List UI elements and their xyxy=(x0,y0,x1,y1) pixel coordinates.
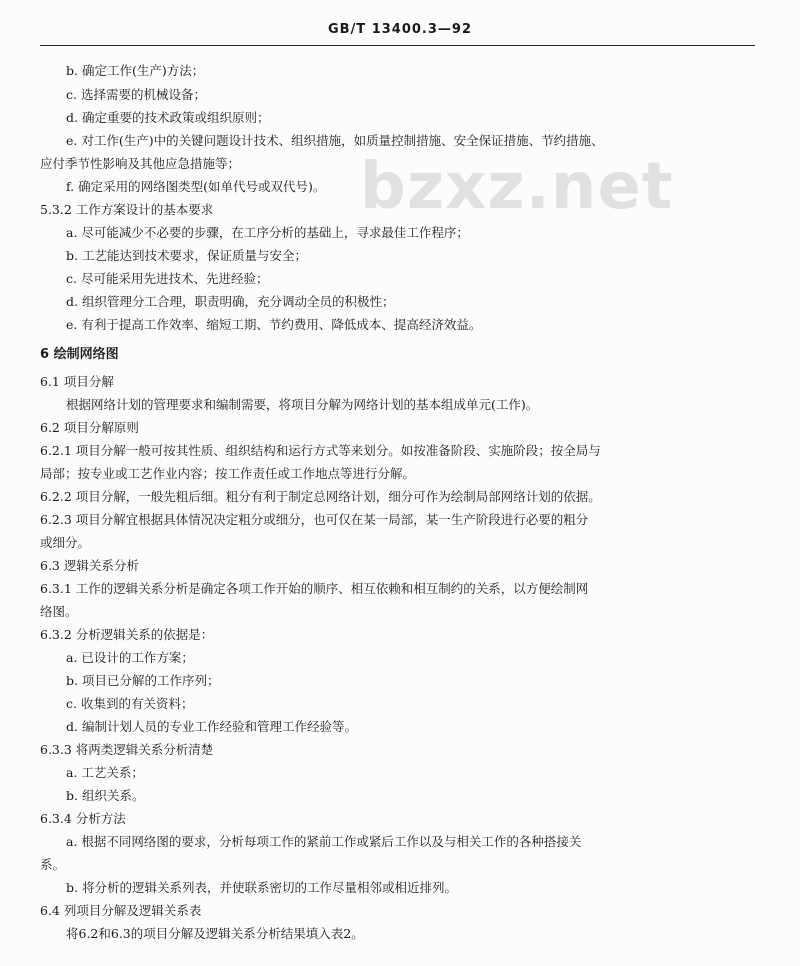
section-heading: 6.3 逻辑关系分析 xyxy=(40,558,139,573)
list-item: b. 项目已分解的工作序列； xyxy=(66,673,220,688)
section-heading: 6.3.4 分析方法 xyxy=(40,811,126,826)
paragraph-continuation: 络图。 xyxy=(40,604,78,619)
paragraph: 6.3.1 工作的逻辑关系分析是确定各项工作开始的顺序、相互依赖和相互制约的关系，以方便绘制网 xyxy=(40,581,589,596)
standard-number-header: GB/T 13400.3—92 xyxy=(327,22,473,37)
list-item: b. 组织关系。 xyxy=(66,788,145,803)
list-item: e. 有利于提高工作效率、缩短工期、节约费用、降低成本、提高经济效益。 xyxy=(66,317,482,332)
list-item: b. 确定工作(生产)方法； xyxy=(66,63,205,78)
paragraph-continuation: 系。 xyxy=(40,857,66,872)
paragraph-continuation: 或细分。 xyxy=(40,535,91,550)
paragraph: 6.2.3 项目分解宜根据具体情况决定粗分或细分，也可仅在某一局部，某一生产阶段进行必要的粗分 xyxy=(40,512,589,527)
list-item: f. 确定采用的网络图类型(如单代号或双代号)。 xyxy=(66,179,326,194)
list-item: a. 工艺关系； xyxy=(66,765,144,780)
section-heading: 6.3.2 分析逻辑关系的依据是： xyxy=(40,627,214,642)
list-item: d. 组织管理分工合理，职责明确，充分调动全员的积极性； xyxy=(66,294,395,309)
section-heading: 5.3.2 工作方案设计的基本要求 xyxy=(40,202,214,217)
watermark-logo: bzxz.net xyxy=(360,150,674,224)
paragraph: 将6.2和6.3的项目分解及逻辑关系分析结果填入表2。 xyxy=(66,926,364,941)
chapter-heading: 6 绘制网络图 xyxy=(40,347,119,362)
list-item: c. 选择需要的机械设备； xyxy=(66,87,206,102)
paragraph: 6.2.2 项目分解，一般先粗后细。粗分有利于制定总网络计划，细分可作为绘制局部网络计划的依据。 xyxy=(40,489,601,504)
list-item: b. 工艺能达到技术要求，保证质量与安全； xyxy=(66,248,307,263)
list-item: c. 收集到的有关资料； xyxy=(66,696,194,711)
list-item: c. 尽可能采用先进技术、先进经验； xyxy=(66,271,269,286)
list-item: b. 将分析的逻辑关系列表，并使联系密切的工作尽量相邻或相近排列。 xyxy=(66,880,457,895)
list-item: d. 编制计划人员的专业工作经验和管理工作经验等。 xyxy=(66,719,357,734)
list-item: a. 根据不同网络图的要求，分析每项工作的紧前工作或紧后工作以及与相关工作的各种搭接关 xyxy=(66,834,582,849)
list-item: d. 确定重要的技术政策或组织原则； xyxy=(66,110,270,125)
list-item: e. 对工作(生产)中的关键问题设计技术、组织措施，如质量控制措施、安全保证措施、节约措施、 xyxy=(66,133,604,148)
section-heading: 6.2 项目分解原则 xyxy=(40,420,139,435)
paragraph: 6.2.1 项目分解一般可按其性质、组织结构和运行方式等来划分。如按准备阶段、实施阶段；按全局与 xyxy=(40,443,601,458)
paragraph-continuation: 局部；按专业或工艺作业内容；按工作责任或工作地点等进行分解。 xyxy=(40,466,416,481)
section-heading: 6.3.3 将两类逻辑关系分析清楚 xyxy=(40,742,214,757)
header-rule xyxy=(40,45,755,46)
paragraph-continuation: 应付季节性影响及其他应急措施等； xyxy=(40,156,241,171)
list-item: a. 尽可能减少不必要的步骤，在工序分析的基础上，寻求最佳工作程序； xyxy=(66,225,469,240)
paragraph: 根据网络计划的管理要求和编制需要，将项目分解为网络计划的基本组成单元(工作)。 xyxy=(66,397,539,412)
section-heading: 6.4 列项目分解及逻辑关系表 xyxy=(40,903,202,918)
section-heading: 6.1 项目分解 xyxy=(40,374,114,389)
list-item: a. 已设计的工作方案； xyxy=(66,650,194,665)
